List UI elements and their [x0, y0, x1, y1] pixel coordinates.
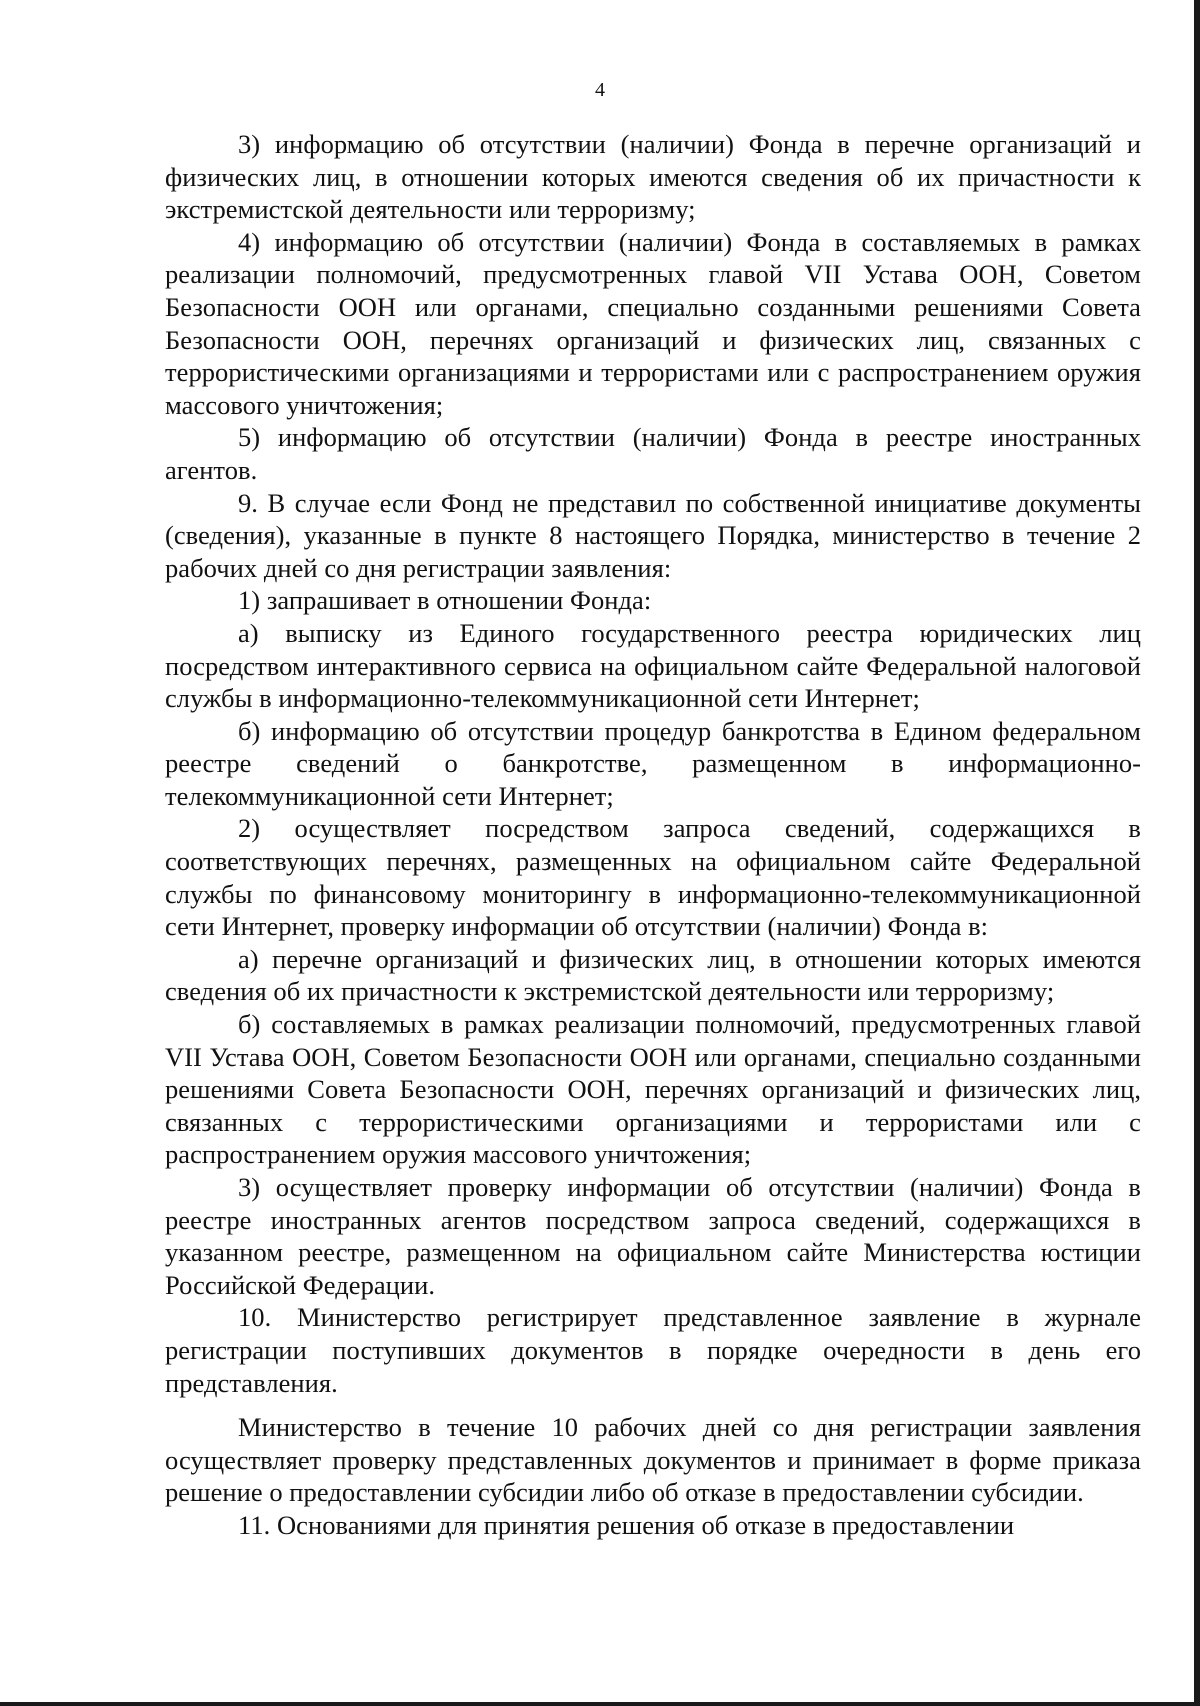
paragraph-item-5: 5) информацию об отсутствии (наличии) Фонда в реестре иностранных агентов. — [165, 422, 1141, 485]
scan-edge-right — [1194, 0, 1200, 1706]
page-number: 4 — [595, 79, 605, 101]
paragraph-item-4: 4) информацию об отсутствии (наличии) Фонда в составляемых в рамках реализации полномочий, предусмотренных главой VII Устава ООН, Советом Безопасности ООН или органами, специально созданными решениями Совета Безопасности ООН, перечнях организаций и физических лиц, связанных с террористическими организациями и террористами или с распространением оружия массового уничтожения; — [165, 226, 1141, 420]
paragraph-clause-9-item-1a: а) выписку из Единого государственного реестра юридических лиц посредством интерактивного сервиса на официальном сайте Федеральной налоговой службы в информационно-телекоммуникационной сети Интернет; — [165, 617, 1141, 714]
paragraph-clause-9-item-1b: б) информацию об отсутствии процедур банкротства в Едином федеральном реестре сведений о банкротстве, размещенном в информационно-телекоммуникационной сети Интернет; — [165, 715, 1141, 811]
scan-edge-bottom — [0, 1702, 1200, 1706]
paragraph-clause-9-item-1: 1) запрашивает в отношении Фонда: — [238, 585, 652, 616]
paragraph-clause-10-cont: Министерство в течение 10 рабочих дней со дня регистрации заявления осуществляет проверку представленных документов и принимает в форме приказа решение о предоставлении субсидии либо об отказе в предоставлении субсидии. — [165, 1412, 1141, 1508]
paragraph-clause-9-item-3: 3) осуществляет проверку информации об отсутствии (наличии) Фонда в реестре иностранных агентов посредством запроса сведений, содержащихся в указанном реестре, размещенном на официальном сайте Министерства юстиции Российской Федерации. — [165, 1172, 1141, 1300]
paragraph-item-3: 3) информацию об отсутствии (наличии) Фонда в перечне организаций и физических лиц, в отношении которых имеются сведения об их причастности к экстремистской деятельности или терроризму; — [165, 129, 1141, 225]
paragraph-clause-9-item-2a: а) перечне организаций и физических лиц, в отношении которых имеются сведения об их причастности к экстремистской деятельности или терроризму; — [165, 943, 1141, 1007]
paragraph-clause-9: 9. В случае если Фонд не представил по собственной инициативе документы (сведения), указанные в пункте 8 настоящего Порядка, министерство в течение 2 рабочих дней со дня регистрации заявления: — [165, 487, 1141, 583]
paragraph-clause-10: 10. Министерство регистрирует представленное заявление в журнале регистрации поступивших документов в порядке очередности в день его представления. — [165, 1302, 1141, 1398]
paragraph-clause-11: 11. Основаниями для принятия решения об отказе в предоставлении — [238, 1509, 1015, 1540]
paragraph-clause-9-item-2b: б) составляемых в рамках реализации полномочий, предусмотренных главой VII Устава ООН, Советом Безопасности ООН или органами, специально созданными решениями Совета Безопасности ООН, перечнях организаций и физических лиц, связанных с террористическими организациями и террористами или с распространением оружия массового уничтожения; — [165, 1009, 1141, 1170]
paragraph-clause-9-item-2: 2) осуществляет посредством запроса сведений, содержащихся в соответствующих перечнях, размещенных на официальном сайте Федеральной службы по финансовому мониторингу в информационно-телекоммуникационной сети Интернет, проверку информации об отсутствии (наличии) Фонда в: — [165, 813, 1141, 942]
document-body — [165, 128, 1141, 1542]
